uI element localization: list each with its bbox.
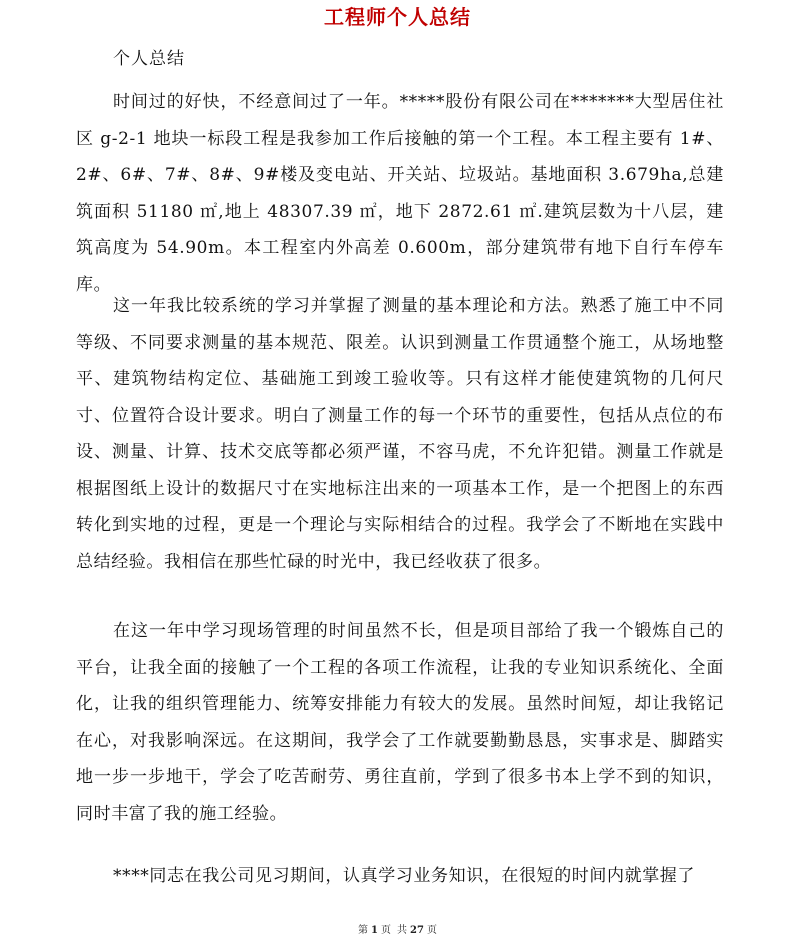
document-subtitle: 个人总结 (113, 49, 185, 69)
page-footer (0, 924, 795, 938)
footer-total-word: 共 (397, 925, 408, 936)
footer-total-pages: 27 (410, 925, 424, 936)
paragraph-3: 在这一年中学习现场管理的时间虽然不长，但是项目部给了我一个锻炼自己的平台，让我全面的接触了一个工程的各项工作流程，让我的专业知识系统化、全面化，让我的组织管理能力、统筹安排能力有较大的发展。虽然时间短，却让我铭记在心，对我影响深远。在这期间，我学会了工作就要勤勤恳恳，实事求是、脚踏实地一步一步地干，学会了吃苦耐劳、勇往直前，学到了很多书本上学不到的知识，同时丰富了我的施工经验。 (76, 621, 724, 824)
footer-total-unit: 页 (426, 925, 437, 936)
paragraph-1: 时间过的好快，不经意间过了一年。*****股份有限公司在*******大型居住社区 g-2-1 地块一标段工程是我参加工作后接触的第一个工程。本工程主要有 1#、2#、6#、7#、8#、9#楼及变电站、开关站、垃圾站。基地面积 3.679ha,总建筑面积 51180 ㎡,地上 48307.39 ㎡，地下 2872.61 ㎡.建筑层数为十八层，建筑高度为 54.90m。本工程室内外高差 0.600m，部分建筑带有地下自行车停车库。 (76, 92, 724, 295)
paragraph-2: 这一年我比较系统的学习并掌握了测量的基本理论和方法。熟悉了施工中不同等级、不同要求测量的基本规范、限差。认识到测量工作贯通整个施工，从场地整平、建筑物结构定位、基础施工到竣工验收等。只有这样才能使建筑物的几何尺寸、位置符合设计要求。明白了测量工作的每一个环节的重要性，包括从点位的布设、测量、计算、技术交底等都必须严谨，不容马虎，不允许犯错。测量工作就是根据图纸上设计的数据尺寸在实地标注出来的一项基本工作，是一个把图上的东西转化到实地的过程，更是一个理论与实际相结合的过程。我学会了不断地在实践中总结经验。我相信在那些忙碌的时光中，我已经收获了很多。 (76, 296, 724, 572)
footer-page-word: 第 (358, 925, 369, 936)
footer-page-unit: 页 (381, 925, 392, 936)
paragraph-4: ****同志在我公司见习期间，认真学习业务知识，在很短的时间内就掌握了 (113, 866, 695, 886)
document-title: 工程师个人总结 (324, 5, 471, 29)
footer-current-page: 1 (371, 925, 379, 936)
